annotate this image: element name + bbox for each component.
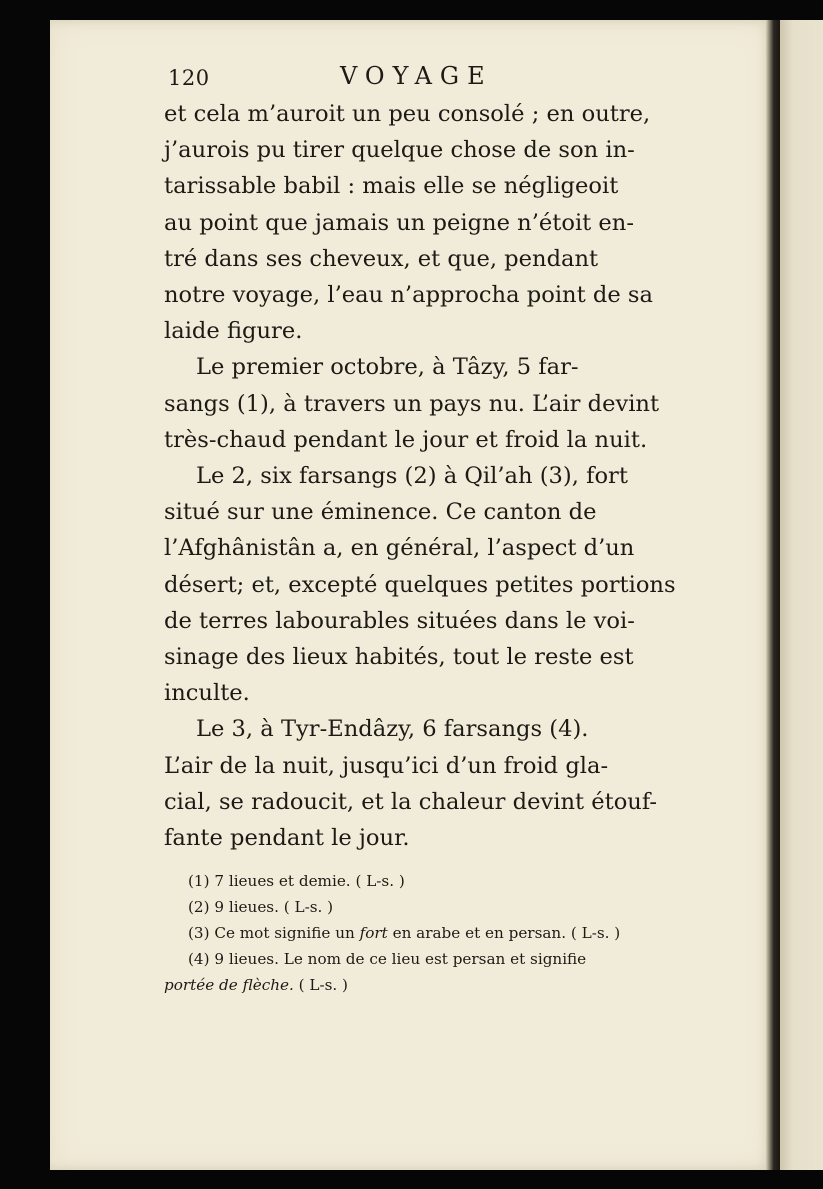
footnote-text: Ce mot signifie un [214, 924, 355, 943]
footnote-1 [164, 868, 694, 894]
paragraph-2 [164, 349, 694, 458]
text-block [164, 62, 694, 998]
footnote-marker: (1) [188, 872, 210, 891]
text-line: situé sur une éminence. Ce canton de [164, 499, 597, 526]
text-line: j’aurois pu tirer quelque chose de son in- [164, 137, 635, 164]
paragraph-4 [164, 711, 694, 856]
text-line: notre voyage, l’eau n’approcha point de sa [164, 282, 653, 309]
book-gutter [766, 20, 780, 1170]
footnote-4-continuation [164, 972, 694, 998]
footnote-text: 7 lieues et demie. ( L-s. ) [214, 872, 405, 891]
footnote-text: ( L-s. ) [298, 976, 348, 995]
footnote-marker: (3) [188, 924, 210, 943]
footnote-text: en arabe et en persan. ( L-s. ) [392, 924, 621, 943]
footnote-text: 9 lieues. Le nom de ce lieu est persan et signifie [214, 950, 587, 969]
running-head [164, 62, 694, 96]
footnote-3 [164, 920, 694, 946]
text-line: tarissable babil : mais elle se négligeoit [164, 173, 619, 200]
text-line: laide figure. [164, 318, 303, 345]
facing-page-edge [780, 20, 823, 1170]
paragraph-1 [164, 96, 694, 349]
footnote-marker: (4) [188, 950, 210, 969]
text-line: fante pendant le jour. [164, 825, 410, 852]
running-title: VOYAGE [340, 62, 493, 90]
text-line: Le 2, six farsangs (2) à Qil’ah (3), fort [196, 463, 628, 490]
footnote-italic-term: portée de flèche. [164, 976, 294, 995]
footnote-italic-term: fort [359, 924, 388, 943]
text-line: de terres labourables situées dans le voi- [164, 607, 635, 634]
text-line: sinage des lieux habités, tout le reste est [164, 644, 634, 671]
text-line: désert; et, excepté quelques petites portions [164, 571, 676, 598]
text-line: tré dans ses cheveux, et que, pendant [164, 245, 599, 272]
text-line: l’Afghânistân a, en général, l’aspect d’un [164, 535, 635, 562]
footnotes [164, 868, 694, 998]
text-line: très-chaud pendant le jour et froid la nuit. [164, 426, 648, 453]
text-line: au point que jamais un peigne n’étoit en- [164, 209, 634, 236]
footnote-marker: (2) [188, 898, 210, 917]
footnote-2 [164, 894, 694, 920]
text-line: sangs (1), à travers un pays nu. L’air devint [164, 390, 660, 417]
page-number: 120 [168, 66, 210, 90]
footnote-4 [164, 946, 694, 972]
text-line: et cela m’auroit un peu consolé ; en outre, [164, 101, 651, 127]
text-line: inculte. [164, 680, 250, 707]
paragraph-3 [164, 458, 694, 711]
text-line: cial, se radoucit, et la chaleur devint étouf- [164, 788, 658, 815]
footnote-text: 9 lieues. ( L-s. ) [214, 898, 334, 917]
text-line: L’air de la nuit, jusqu’ici d’un froid gla- [164, 752, 609, 779]
text-line: Le premier octobre, à Tâzy, 5 far- [196, 354, 579, 381]
text-line: Le 3, à Tyr-Endâzy, 6 farsangs (4). [196, 716, 589, 743]
